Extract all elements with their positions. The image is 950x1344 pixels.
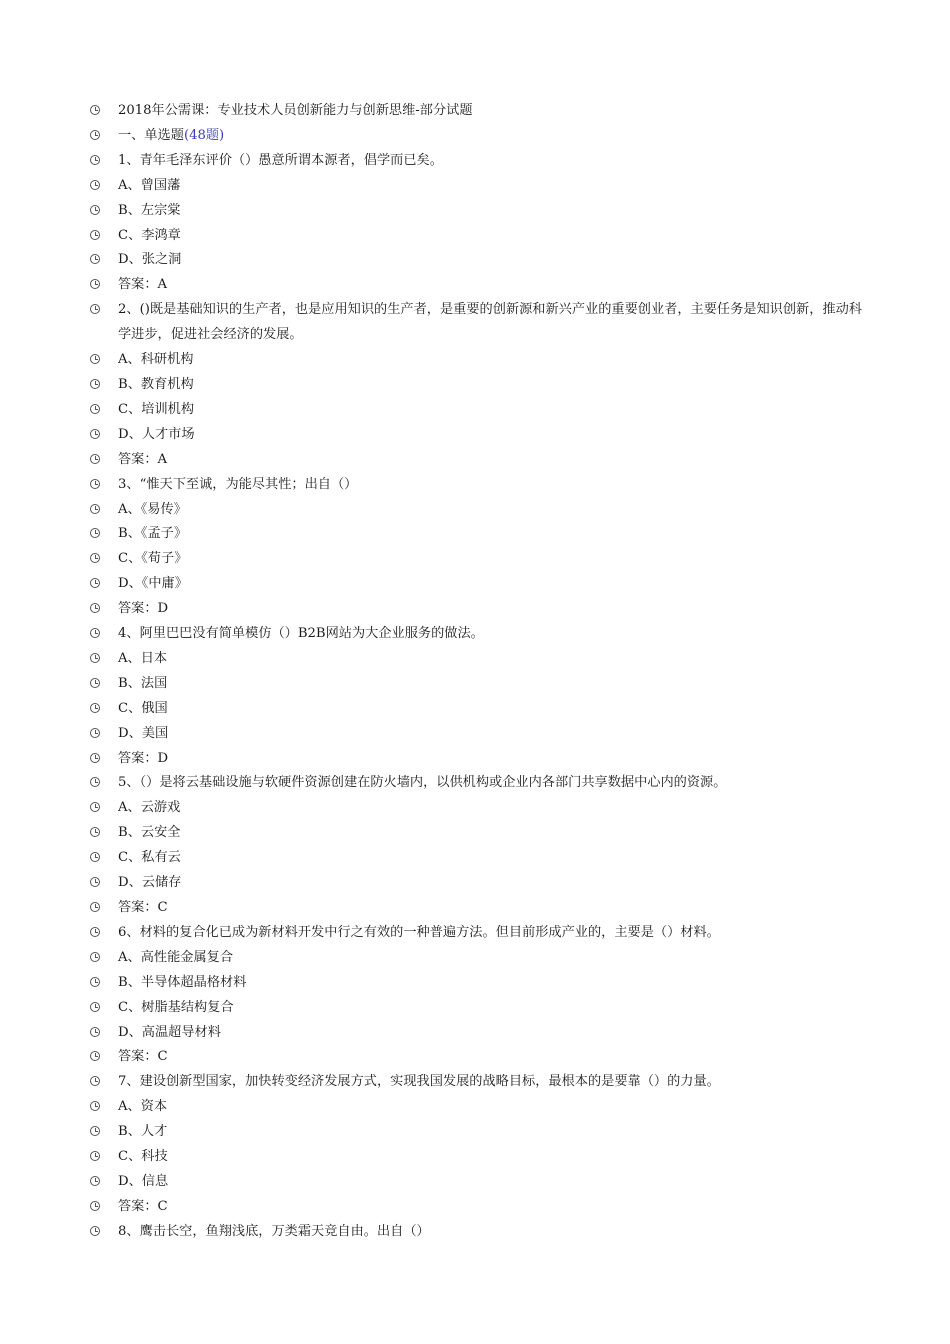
list-item (90, 1021, 870, 1046)
list-item (90, 398, 870, 423)
list-item-text: 答案：A (118, 277, 168, 293)
clock-bullet-icon (90, 703, 100, 713)
list-item (90, 373, 870, 398)
clock-bullet-icon (90, 578, 100, 588)
clock-bullet-icon (90, 553, 100, 563)
section-heading-line (90, 124, 870, 149)
clock-bullet-icon (90, 1027, 100, 1037)
clock-bullet-icon (90, 1101, 100, 1111)
list-item-text: D、张之洞 (118, 252, 182, 268)
clock-bullet-icon (90, 230, 100, 240)
list-item-text: B、半导体超晶格材料 (118, 974, 247, 990)
list-item (90, 498, 870, 523)
list-item (90, 1220, 870, 1245)
clock-bullet-icon (90, 902, 100, 912)
list-item-text: B、云安全 (118, 825, 181, 841)
document-title: 2018年公需课：专业技术人员创新能力与创新思维-部分试题 (118, 103, 473, 118)
list-item (90, 796, 870, 821)
list-item (90, 273, 870, 298)
clock-bullet-icon (90, 354, 100, 364)
list-item (90, 1170, 870, 1195)
list-item-text: D、云储存 (118, 875, 182, 891)
clock-bullet-icon (90, 180, 100, 190)
clock-bullet-icon (90, 728, 100, 738)
clock-bullet-icon (90, 404, 100, 414)
clock-bullet-icon (90, 678, 100, 688)
list-item (90, 473, 870, 498)
list-item-text: 答案：C (118, 1049, 168, 1065)
list-item (90, 522, 870, 547)
list-item (90, 149, 870, 174)
clock-bullet-icon (90, 279, 100, 289)
list-item-text: D、《中庸》 (118, 576, 188, 592)
list-item-text: C、俄国 (118, 700, 168, 716)
list-item-text: A、曾国藩 (118, 177, 181, 193)
list-item-text: C、私有云 (118, 850, 181, 866)
clock-bullet-icon (90, 1226, 100, 1236)
clock-bullet-icon (90, 1176, 100, 1186)
list-item-text: B、教育机构 (118, 376, 194, 392)
clock-bullet-icon (90, 205, 100, 215)
list-item (90, 946, 870, 971)
list-item-text: D、人才市场 (118, 426, 195, 442)
list-item (90, 1045, 870, 1070)
list-item (90, 547, 870, 572)
clock-bullet-icon (90, 628, 100, 638)
list-item-text: A、云游戏 (118, 800, 181, 816)
clock-bullet-icon (90, 877, 100, 887)
list-item-text: C、培训机构 (118, 401, 195, 417)
clock-bullet-icon (90, 379, 100, 389)
list-item (90, 597, 870, 622)
list-item (90, 1070, 870, 1095)
clock-bullet-icon (90, 952, 100, 962)
list-item (90, 572, 870, 597)
clock-bullet-icon (90, 1201, 100, 1211)
document-title-line (90, 99, 870, 124)
list-item (90, 224, 870, 249)
list-item (90, 174, 870, 199)
list-item (90, 248, 870, 273)
list-item-text: 答案：A (118, 451, 168, 467)
list-item (90, 298, 870, 348)
list-item-text: 答案：D (118, 601, 169, 617)
clock-bullet-icon (90, 1126, 100, 1136)
clock-bullet-icon (90, 1002, 100, 1012)
clock-bullet-icon (90, 304, 100, 314)
list-item-text: 7、建设创新型国家，加快转变经济发展方式，实现我国发展的战略目标，最根本的是要靠（）的力量。 (118, 1074, 720, 1090)
list-item-text: C、李鸿章 (118, 227, 181, 243)
list-item (90, 199, 870, 224)
list-item (90, 622, 870, 647)
clock-bullet-icon (90, 753, 100, 763)
list-item (90, 771, 870, 796)
list-item-text: B、人才 (118, 1124, 168, 1140)
list-item-text: 2、()既是基础知识的生产者，也是应用知识的生产者，是重要的创新源和新兴产业的重要创业者，主要任务是知识创新，推动科学进步，促进社会经济的发展。 (118, 302, 862, 343)
clock-bullet-icon (90, 528, 100, 538)
clock-bullet-icon (90, 105, 100, 115)
clock-bullet-icon (90, 504, 100, 514)
list-item (90, 348, 870, 373)
clock-bullet-icon (90, 479, 100, 489)
list-item-text: C、树脂基结构复合 (118, 999, 234, 1015)
list-item (90, 821, 870, 846)
clock-bullet-icon (90, 1076, 100, 1086)
list-item-text: A、资本 (118, 1099, 168, 1115)
clock-bullet-icon (90, 454, 100, 464)
list-item-text: A、《易传》 (118, 501, 187, 517)
list-item-text: 5、（）是将云基础设施与软硬件资源创建在防火墙内，以供机构或企业内各部门共享数据中心内的资源。 (118, 775, 727, 791)
list-item-text: 4、阿里巴巴没有简单模仿（）B2B网站为大企业服务的做法。 (118, 626, 484, 642)
clock-bullet-icon (90, 155, 100, 165)
list-item (90, 647, 870, 672)
list-item-text: 1、青年毛泽东评价（）愚意所谓本源者，倡学而已矣。 (118, 152, 443, 168)
list-item (90, 871, 870, 896)
list-item (90, 971, 870, 996)
list-item-text: A、日本 (118, 650, 168, 666)
list-item-text: 答案：C (118, 900, 168, 915)
clock-bullet-icon (90, 130, 100, 140)
list-item (90, 1120, 870, 1145)
clock-bullet-icon (90, 802, 100, 812)
document-body (90, 99, 870, 1245)
clock-bullet-icon (90, 827, 100, 837)
list-item (90, 1145, 870, 1170)
list-item-text: A、高性能金属复合 (118, 949, 234, 965)
list-item (90, 1195, 870, 1220)
list-item-text: 6、材料的复合化已成为新材料开发中行之有效的一种普遍方法。但目前形成产业的，主要是（）材料。 (118, 924, 720, 940)
list-item-text: B、法国 (118, 675, 168, 691)
list-item (90, 896, 870, 921)
question-list (90, 149, 870, 1245)
clock-bullet-icon (90, 777, 100, 787)
section-heading: 一、单选题 (118, 127, 184, 143)
list-item (90, 722, 870, 747)
list-item (90, 423, 870, 448)
clock-bullet-icon (90, 852, 100, 862)
list-item-text: C、《荀子》 (118, 551, 188, 567)
list-item (90, 747, 870, 772)
clock-bullet-icon (90, 977, 100, 987)
list-item (90, 697, 870, 722)
list-item (90, 921, 870, 946)
clock-bullet-icon (90, 254, 100, 264)
list-item-text: 答案：D (118, 750, 169, 766)
question-count: (48题) (183, 127, 225, 143)
clock-bullet-icon (90, 1151, 100, 1161)
list-item (90, 448, 870, 473)
list-item-text: B、左宗棠 (118, 202, 181, 218)
list-item-text: 3、“惟天下至诚，为能尽其性；出自（） (118, 476, 358, 492)
list-item-text: A、科研机构 (118, 352, 194, 368)
clock-bullet-icon (90, 429, 100, 439)
list-item (90, 1095, 870, 1120)
list-item-text: 8、鹰击长空，鱼翔浅底，万类霜天竞自由。出自（） (118, 1223, 430, 1239)
clock-bullet-icon (90, 603, 100, 613)
list-item-text: 答案：C (118, 1198, 168, 1214)
list-item-text: B、《孟子》 (118, 526, 188, 542)
clock-bullet-icon (90, 927, 100, 937)
list-item (90, 996, 870, 1021)
clock-bullet-icon (90, 1051, 100, 1061)
list-item (90, 846, 870, 871)
clock-bullet-icon (90, 653, 100, 663)
list-item-text: D、美国 (118, 725, 169, 741)
list-item (90, 672, 870, 697)
list-item-text: C、科技 (118, 1149, 168, 1165)
list-item-text: D、信息 (118, 1173, 169, 1189)
list-item-text: D、高温超导材料 (118, 1024, 221, 1040)
